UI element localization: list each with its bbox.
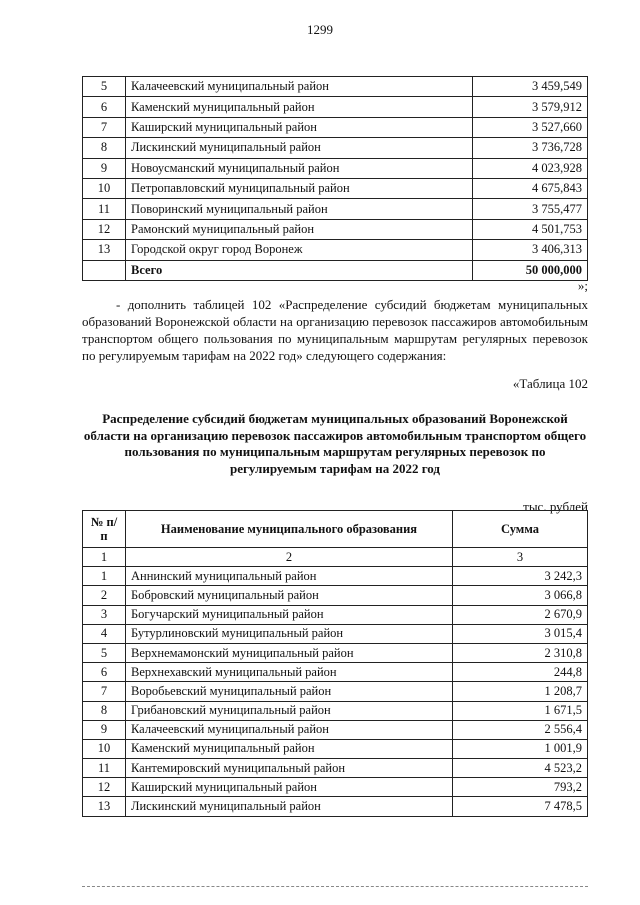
continued-table-body <box>83 77 588 281</box>
subsidy-amount: 1 671,5 <box>453 701 588 720</box>
subsidy-amount: 3 242,3 <box>453 567 588 586</box>
table-row <box>83 97 588 117</box>
table-row <box>83 797 588 816</box>
municipality-name: Грибановский муниципальный район <box>126 701 453 720</box>
table-row <box>83 158 588 178</box>
municipality-name: Рамонский муниципальный район <box>126 219 473 239</box>
table-title: Распределение субсидий бюджетам муниципальных образований Воронежской области на организацию перевозок пассажиров автомобильным транспортом общего пользования по муниципальным маршрутам регулярных перевозок по регулируемым тарифам на 2022 год <box>83 411 587 476</box>
row-number: 5 <box>83 77 126 97</box>
closing-quote: »; <box>577 278 588 293</box>
municipality-name: Бутурлиновский муниципальный район <box>126 624 453 643</box>
row-number: 13 <box>83 797 126 816</box>
table-row <box>83 178 588 198</box>
municipality-name: Бобровский муниципальный район <box>126 586 453 605</box>
municipality-name: Каменский муниципальный район <box>126 739 453 758</box>
table-caption: «Таблица 102 <box>512 376 588 391</box>
municipality-name: Лискинский муниципальный район <box>126 138 473 158</box>
table-row <box>83 77 588 97</box>
subsidy-amount: 1 208,7 <box>453 682 588 701</box>
municipality-name: Городской округ город Воронеж <box>126 240 473 260</box>
row-number: 8 <box>83 138 126 158</box>
header-row <box>83 511 588 548</box>
municipality-name: Калачеевский муниципальный район <box>126 77 473 97</box>
table-row <box>83 720 588 739</box>
municipality-name: Каменский муниципальный район <box>126 97 473 117</box>
row-number: 7 <box>83 682 126 701</box>
municipality-name: Поворинский муниципальный район <box>126 199 473 219</box>
row-number: 12 <box>83 778 126 797</box>
table-row <box>83 199 588 219</box>
row-number: 11 <box>83 759 126 778</box>
table-row <box>83 117 588 137</box>
subsidy-amount: 3 015,4 <box>453 624 588 643</box>
row-number: 9 <box>83 720 126 739</box>
subsidy-amount: 4 023,928 <box>473 158 588 178</box>
row-number: 13 <box>83 240 126 260</box>
table-row <box>83 701 588 720</box>
subsidy-amount: 244,8 <box>453 663 588 682</box>
page-bottom-divider <box>82 886 588 887</box>
subsidy-amount: 3 755,477 <box>473 199 588 219</box>
subsidy-amount: 7 478,5 <box>453 797 588 816</box>
unit-label: тыс. рублей <box>523 499 588 514</box>
table-row <box>83 663 588 682</box>
row-number: 10 <box>83 739 126 758</box>
continued-subsidy-table <box>82 76 588 281</box>
column-number-row <box>83 548 588 567</box>
subsidy-amount: 4 501,753 <box>473 219 588 239</box>
table-row <box>83 138 588 158</box>
municipality-name: Верхнемамонский муниципальный район <box>126 643 453 662</box>
subsidy-amount: 3 066,8 <box>453 586 588 605</box>
table-row <box>83 643 588 662</box>
header-name: Наименование муниципального образования <box>126 511 453 548</box>
municipality-name: Каширский муниципальный район <box>126 778 453 797</box>
municipality-name: Аннинский муниципальный район <box>126 567 453 586</box>
row-number: 7 <box>83 117 126 137</box>
municipality-name: Богучарский муниципальный район <box>126 605 453 624</box>
row-number: 6 <box>83 663 126 682</box>
municipality-name: Верхнехавский муниципальный район <box>126 663 453 682</box>
subsidy-amount: 1 001,9 <box>453 739 588 758</box>
table-row <box>83 240 588 260</box>
subsidy-amount: 3 527,660 <box>473 117 588 137</box>
row-number: 12 <box>83 219 126 239</box>
table-header <box>83 511 588 567</box>
column-number: 2 <box>126 548 453 567</box>
table-row <box>83 739 588 758</box>
table-row <box>83 759 588 778</box>
row-number: 5 <box>83 643 126 662</box>
row-number: 2 <box>83 586 126 605</box>
page-number: 1299 <box>307 22 333 37</box>
total-label: Всего <box>126 260 473 280</box>
total-amount: 50 000,000 <box>473 260 588 280</box>
table-row <box>83 219 588 239</box>
row-number: 3 <box>83 605 126 624</box>
municipality-name: Калачеевский муниципальный район <box>126 720 453 739</box>
municipality-name: Каширский муниципальный район <box>126 117 473 137</box>
municipality-name: Лискинский муниципальный район <box>126 797 453 816</box>
municipality-name: Новоусманский муниципальный район <box>126 158 473 178</box>
subsidy-amount: 3 406,313 <box>473 240 588 260</box>
table-row <box>83 778 588 797</box>
row-number: 11 <box>83 199 126 219</box>
row-number: 9 <box>83 158 126 178</box>
header-sum: Сумма <box>453 511 588 548</box>
municipality-name: Воробьевский муниципальный район <box>126 682 453 701</box>
row-number: 8 <box>83 701 126 720</box>
municipality-name: Петропавловский муниципальный район <box>126 178 473 198</box>
row-number: 10 <box>83 178 126 198</box>
column-number: 3 <box>453 548 588 567</box>
table-body <box>83 567 588 816</box>
header-number: № п/п <box>83 511 126 548</box>
municipality-name: Кантемировский муниципальный район <box>126 759 453 778</box>
subsidy-amount: 3 736,728 <box>473 138 588 158</box>
subsidy-amount: 3 459,549 <box>473 77 588 97</box>
row-number: 4 <box>83 624 126 643</box>
row-number: 1 <box>83 567 126 586</box>
table-row <box>83 624 588 643</box>
subsidy-amount: 4 523,2 <box>453 759 588 778</box>
table-row <box>83 586 588 605</box>
column-number: 1 <box>83 548 126 567</box>
amendment-paragraph: - дополнить таблицей 102 «Распределение субсидий бюджетам муниципальных образований Воронежской области на организацию перевозок пассажиров автомобильным транспортом общего пользования по муниципальным маршрутам регулярных перевозок по регулируемым тарифам на 2022 год» следующего содержания: <box>82 297 588 363</box>
subsidy-amount: 4 675,843 <box>473 178 588 198</box>
subsidy-amount: 793,2 <box>453 778 588 797</box>
subsidy-amount: 3 579,912 <box>473 97 588 117</box>
subsidy-amount: 2 310,8 <box>453 643 588 662</box>
subsidy-distribution-table <box>82 510 588 817</box>
table-row <box>83 682 588 701</box>
table-row <box>83 605 588 624</box>
row-number: 6 <box>83 97 126 117</box>
subsidy-amount: 2 670,9 <box>453 605 588 624</box>
table-row <box>83 567 588 586</box>
subsidy-amount: 2 556,4 <box>453 720 588 739</box>
